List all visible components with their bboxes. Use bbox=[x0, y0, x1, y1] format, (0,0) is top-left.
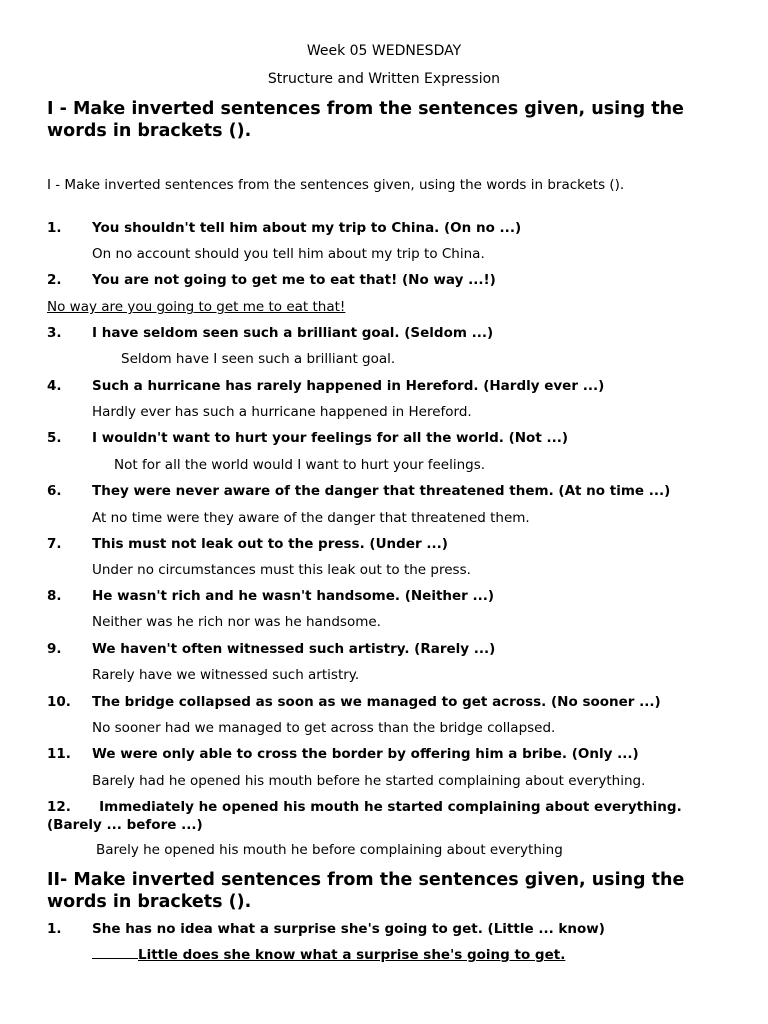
item-answer: Neither was he rich nor was he handsome. bbox=[92, 614, 381, 630]
item-number: 5. bbox=[47, 430, 62, 446]
item-question: Such a hurricane has rarely happened in Hereford. (Hardly ever ...) bbox=[92, 378, 605, 394]
item-number: 4. bbox=[47, 378, 62, 394]
item-question: Immediately he opened his mouth he started complaining about everything. (Barely ... before ...) bbox=[47, 799, 682, 833]
item-answer: Rarely have we witnessed such artistry. bbox=[92, 667, 360, 683]
item-question: I wouldn't want to hurt your feelings for all the world. (Not ...) bbox=[92, 430, 569, 446]
item-number: 12. bbox=[47, 799, 71, 815]
item-number: 11. bbox=[47, 746, 71, 762]
item-answer: On no account should you tell him about my trip to China. bbox=[92, 246, 485, 262]
item-question: You are not going to get me to eat that! (No way ...!) bbox=[92, 272, 496, 288]
item-question: This must not leak out to the press. (Under ...) bbox=[92, 536, 448, 552]
item-answer: Under no circumstances must this leak out to the press. bbox=[92, 562, 471, 578]
item-number: 7. bbox=[47, 536, 62, 552]
item-question: You shouldn't tell him about my trip to China. (On no ...) bbox=[92, 220, 522, 236]
item-answer: No way are you going to get me to eat that! bbox=[47, 299, 346, 315]
item-answer: Seldom have I seen such a brilliant goal. bbox=[121, 351, 396, 367]
item-answer: Barely had he opened his mouth before he started complaining about everything. bbox=[92, 773, 646, 789]
week-title: Week 05 WEDNESDAY bbox=[306, 43, 462, 59]
item-answer: Little does she know what a surprise she's going to get. bbox=[138, 947, 566, 963]
item-question-wrapped bbox=[47, 798, 717, 834]
section1-heading: I - Make inverted sentences from the sentences given, using the words in brackets (). bbox=[47, 99, 684, 141]
item-number: 1. bbox=[47, 220, 62, 236]
item-question: We were only able to cross the border by offering him a bribe. (Only ...) bbox=[92, 746, 639, 762]
item-question: We haven't often witnessed such artistry. (Rarely ...) bbox=[92, 641, 496, 657]
item-number: 1. bbox=[47, 921, 62, 937]
item-number: 10. bbox=[47, 694, 71, 710]
item-answer: Barely he opened his mouth he before complaining about everything bbox=[96, 842, 563, 858]
item-question: I have seldom seen such a brilliant goal. (Seldom ...) bbox=[92, 325, 494, 341]
item-answer: At no time were they aware of the danger that threatened them. bbox=[92, 510, 530, 526]
item-number: 2. bbox=[47, 272, 62, 288]
answer-blank bbox=[92, 946, 138, 959]
item-question: They were never aware of the danger that threatened them. (At no time ...) bbox=[92, 483, 671, 499]
item-answer: Not for all the world would I want to hurt your feelings. bbox=[114, 457, 486, 473]
item-number: 9. bbox=[47, 641, 62, 657]
item-answer-line bbox=[92, 946, 565, 963]
item-question: He wasn't rich and he wasn't handsome. (Neither ...) bbox=[92, 588, 495, 604]
item-number: 8. bbox=[47, 588, 62, 604]
item-number: 3. bbox=[47, 325, 62, 341]
section2-heading: II- Make inverted sentences from the sentences given, using the words in brackets (). bbox=[47, 870, 685, 912]
item-answer: No sooner had we managed to get across than the bridge collapsed. bbox=[92, 720, 556, 736]
page-subtitle: Structure and Written Expression bbox=[267, 71, 501, 87]
item-number: 6. bbox=[47, 483, 62, 499]
item-question: The bridge collapsed as soon as we managed to get across. (No sooner ...) bbox=[92, 694, 661, 710]
item-question: She has no idea what a surprise she's going to get. (Little ... know) bbox=[92, 921, 605, 937]
section1-intro: I - Make inverted sentences from the sentences given, using the words in brackets (). bbox=[47, 177, 625, 193]
item-answer: Hardly ever has such a hurricane happened in Hereford. bbox=[92, 404, 472, 420]
